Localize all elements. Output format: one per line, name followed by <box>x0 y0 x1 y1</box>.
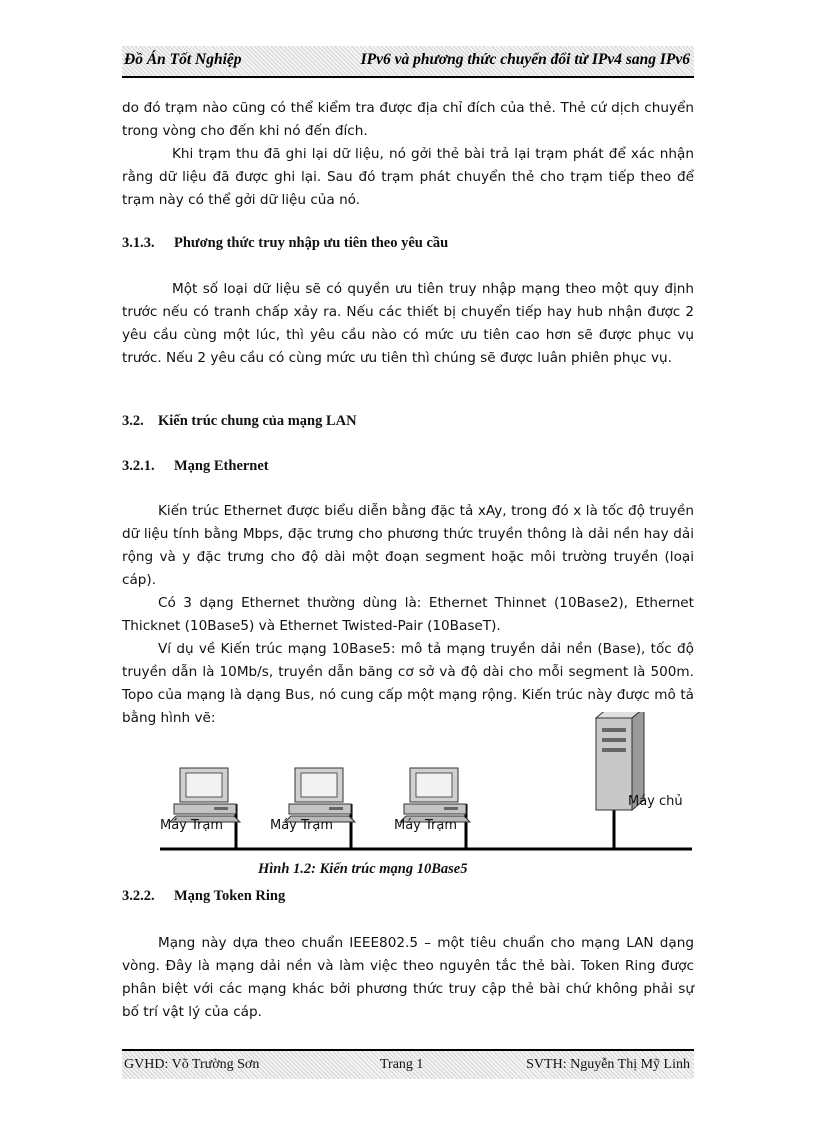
heading-text: Mạng Ethernet <box>174 458 269 474</box>
bus-topology-svg <box>150 712 710 862</box>
heading-text: Kiến trúc chung của mạng LAN <box>158 413 357 429</box>
paragraph-receiver: Khi trạm thu đã ghi lại dữ liệu, nó gởi thẻ bài trả lại trạm phát để xác nhận rằng dữ liệu đã được ghi lại. Sau đó trạm phát chuyển thẻ cho trạm tiếp theo để trạm này có thể gởi dữ liệu của nó. <box>122 146 694 208</box>
figure-caption: Hình 1.2: Kiến trúc mạng 10Base5 <box>258 861 468 877</box>
workstation-icon-2 <box>285 768 355 822</box>
heading-text: Mạng Token Ring <box>174 888 286 904</box>
workstation-label-1: Máy Trạm <box>160 818 224 833</box>
workstation-icon-3 <box>400 768 470 822</box>
page-footer <box>122 1049 694 1079</box>
page-header <box>122 46 694 78</box>
heading-number: 3.2.2. <box>122 888 155 904</box>
heading-text: Phương thức truy nhập ưu tiên theo yêu cầu <box>174 235 449 251</box>
footer-student: SVTH: Nguyễn Thị Mỹ Linh <box>526 1057 690 1072</box>
paragraph-ethernet-spec: Kiến trúc Ethernet được biểu diễn bằng đặc tả xAy, trong đó x là tốc độ truyền dữ liệu tính bằng Mbps, đặc trưng cho phương thức truyền thông là dải nền hay dải rộng và y đặc trưng cho độ dài một đoạn segment hoặc môi trường truyền (loại cáp). <box>122 503 694 588</box>
server-label: Máy chủ <box>628 794 683 809</box>
workstation-label-2: Máy Trạm <box>270 818 334 833</box>
heading-number: 3.1.3. <box>122 235 155 251</box>
paragraph-10base5: Ví dụ về Kiến trúc mạng 10Base5: mô tả mạng truyền dải nền (Base), tốc độ truyền dẫn là 10Mb/s, truyền dẫn băng cơ sở và độ dài cho mỗi segment là 500m. Topo của mạng là dạng Bus, nó cung cấp một mạng rộng. Kiến trúc này được mô tả bằng hình vẽ: <box>122 641 694 726</box>
workstation-icon-1 <box>170 768 240 822</box>
heading-3-2-1 <box>122 458 269 475</box>
header-left-title: Đồ Án Tốt Nghiệp <box>124 51 242 68</box>
paragraph-ethernet-types: Có 3 dạng Ethernet thường dùng là: Ethernet Thinnet (10Base2), Ethernet Thicknet (10Base5) và Ethernet Twisted-Pair (10BaseT). <box>122 595 694 634</box>
header-right-title: IPv6 và phương thức chuyển đổi từ IPv4 sang IPv6 <box>360 51 690 68</box>
heading-3-2-2 <box>122 888 285 905</box>
heading-number: 3.2. <box>122 413 144 429</box>
heading-3-2 <box>122 413 357 430</box>
paragraph-token-passing: do đó trạm nào cũng có thể kiểm tra được địa chỉ đích của thẻ. Thẻ cứ dịch chuyển trong vòng cho đến khi nó đến đích. <box>122 100 694 139</box>
footer-page-number: Trang 1 <box>380 1057 424 1072</box>
paragraph-priority: Một số loại dữ liệu sẽ có quyền ưu tiên truy nhập mạng theo một quy định trước nếu có tranh chấp xảy ra. Nếu các thiết bị chuyển tiếp hay hub nhận được 2 yêu cầu cùng một lúc, thì yêu cầu nào có mức ưu tiên cao hơn sẽ được phục vụ trước. Nếu 2 yêu cầu có cùng mức ưu tiên thì chúng sẽ được luân phiên phục vụ. <box>122 281 694 366</box>
workstation-label-3: Máy Trạm <box>394 818 458 833</box>
paragraph-token-ring: Mạng này dựa theo chuẩn IEEE802.5 – một tiêu chuẩn cho mạng LAN dạng vòng. Đây là mạng dải nền và làm việc theo nguyên tắc thẻ bài. Token Ring được phân biệt với các mạng khác bởi phương thức truy cập thẻ bài chứ không phải sự bố trí vật lý của cáp. <box>122 935 694 1020</box>
heading-3-1-3 <box>122 235 448 252</box>
network-diagram <box>150 712 710 862</box>
heading-number: 3.2.1. <box>122 458 155 474</box>
footer-advisor: GVHD: Võ Trường Sơn <box>124 1057 260 1072</box>
